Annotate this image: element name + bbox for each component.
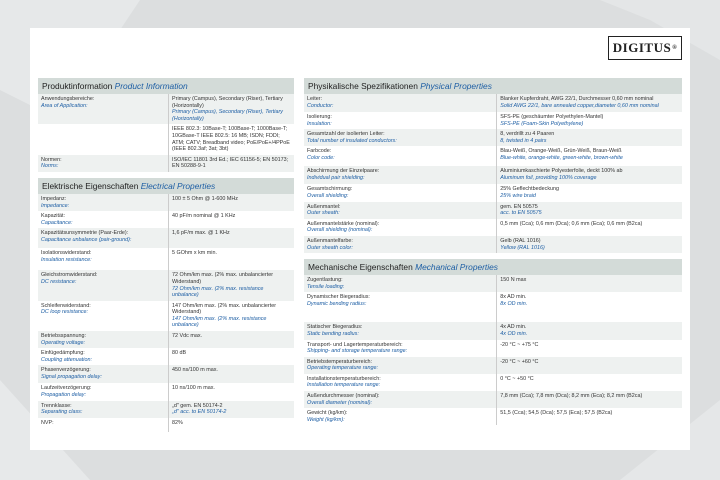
value-de: 80 dB (172, 350, 187, 357)
product-row (38, 94, 294, 124)
value-de: Gelb (RAL 1016) (500, 237, 541, 244)
label-de: Kapazitätsunsymmetrie (Paar-Erde): (41, 230, 129, 237)
label-de: Gesamtschirmung: (307, 186, 353, 193)
label-de: Trennklasse: (41, 402, 72, 409)
label-en: Overall shielding (nominal): (307, 227, 373, 234)
product-information-title: Produktinformation Product Information (38, 78, 294, 94)
electrical-properties-title: Elektrische Eigenschaften Electrical Properties (38, 178, 294, 194)
mechanical-properties-section (304, 259, 682, 425)
property-value (497, 340, 682, 357)
label-de: Leiter: (307, 96, 322, 102)
physical-row (304, 94, 682, 112)
property-value (497, 374, 682, 391)
value-en: Aluminum foil, providing 100% coverage (500, 174, 597, 181)
label-de: Impedanz: (41, 195, 67, 202)
value-de: Primary (Campus), Secondary (Riser), Tertiary (Horizontally) (172, 96, 283, 109)
mechanical-properties-title: Mechanische Eigenschaften Mechanical Properties (304, 259, 682, 275)
physical-row (304, 112, 682, 129)
label-de: Abschirmung der Einzelpaare: (307, 168, 380, 175)
value-en: SFS-PE (Foam-Skin Polyethylene) (500, 120, 584, 127)
physical-row (304, 219, 682, 236)
digitus-logo: DIGITUS ® (608, 36, 682, 60)
property-label (38, 211, 169, 228)
property-label (304, 275, 497, 292)
property-label (304, 357, 497, 374)
property-label (304, 166, 497, 184)
property-value (497, 94, 682, 112)
property-label (304, 408, 497, 425)
label-en: Capacitance: (41, 219, 73, 226)
property-value (169, 365, 294, 383)
physical-row (304, 146, 682, 166)
physical-properties-section (304, 78, 682, 253)
label-en: Coupling attenuation: (41, 356, 92, 363)
value-de: gem. EN 50575 (500, 203, 538, 210)
value-de: SFS-PE (geschäumter Polyethylen-Mantel) (500, 114, 604, 120)
label-en: Operating voltage: (41, 339, 86, 346)
product-table (38, 94, 294, 172)
electrical-table (38, 194, 294, 432)
label-de: Kapazität: (41, 213, 65, 220)
value-en: 72 Ohm/km max. (2% max. resistance unbalance) (172, 285, 264, 299)
property-label (304, 219, 497, 236)
value-en: Solid AWG 22/1, bare annealed copper,diameter 0,60 mm nominal (500, 102, 659, 109)
property-value (169, 94, 294, 124)
property-label (38, 124, 169, 154)
label-de: Zugentlastung: (307, 277, 343, 284)
value-de: 0 °C ~ +50 °C (500, 375, 534, 382)
mechanical-row (304, 322, 682, 339)
value-de: „d" gem. EN 50174-2 (172, 402, 223, 409)
label-en: Insulation resistance: (41, 256, 92, 263)
property-value (497, 129, 682, 146)
property-label (304, 112, 497, 129)
label-en: Signal propagation delay: (41, 374, 102, 381)
property-label (304, 236, 497, 253)
label-de: Phasenverzögerung: (41, 367, 91, 374)
label-en: Norms: (41, 163, 59, 170)
label-de: Gesamtzahl der isolierten Leiter: (307, 131, 385, 138)
label-de: Betriebstemperaturbereich: (307, 358, 373, 365)
mechanical-row (304, 275, 682, 292)
property-value (497, 112, 682, 129)
label-en: Color code: (307, 154, 335, 161)
property-label (304, 292, 497, 322)
label-en: Installation temperature range: (307, 382, 381, 389)
value-de: 82% (172, 419, 183, 426)
label-de: Statischer Biegeradius: (307, 324, 363, 331)
value-de: 450 ns/100 m max. (172, 367, 218, 374)
property-value (169, 331, 294, 348)
product-row (38, 155, 294, 172)
electrical-row (38, 365, 294, 383)
mechanical-row (304, 408, 682, 425)
physical-table (304, 94, 682, 253)
property-value (169, 401, 294, 418)
label-en: Outer sheath: (307, 210, 340, 217)
electrical-row (38, 348, 294, 365)
mechanical-row (304, 357, 682, 374)
electrical-row (38, 248, 294, 270)
label-de: NVP: (41, 419, 54, 426)
electrical-row (38, 228, 294, 248)
value-en: acc. to EN 50575 (500, 210, 542, 217)
electrical-row (38, 301, 294, 331)
value-de: 150 N max (500, 277, 527, 284)
label-en: Weight (kg/km): (307, 416, 345, 423)
label-en: Dynamic bending radius: (307, 300, 367, 307)
value-de: -20 °C ~ +60 °C (500, 358, 539, 365)
label-en: Impedance: (41, 202, 70, 209)
property-label (38, 270, 169, 300)
value-de: 7,8 mm (Cca); 7,8 mm (Dca); 8,2 mm (Eca); 8,2 mm (B2ca) (500, 393, 643, 400)
property-value (497, 236, 682, 253)
label-de: Außenmantelfarbe: (307, 237, 353, 244)
label-en: Insulation: (307, 120, 332, 127)
physical-row (304, 129, 682, 146)
property-value (169, 383, 294, 400)
label-en: Conductor: (307, 102, 334, 109)
value-de: ISO/IEC 11801 3rd Ed.; IEC 61156-5; EN 50173; EN 50288-9-1 (172, 156, 289, 170)
property-value (169, 155, 294, 172)
value-en: 147 Ohm/km max. (2% max. resistance unbalance) (172, 315, 267, 329)
label-de: Anwendungsbereiche: (41, 96, 95, 102)
property-value (169, 301, 294, 331)
label-de: Außenmantel: (307, 203, 341, 210)
label-de: Außenmantelstärke (nominal): (307, 220, 380, 227)
property-label (304, 374, 497, 391)
property-label (304, 340, 497, 357)
value-de: 10 ns/100 m max. (172, 385, 215, 392)
property-label (304, 322, 497, 339)
property-value (169, 348, 294, 365)
label-de: Gewicht (kg/km): (307, 410, 348, 417)
property-value (169, 228, 294, 248)
property-label (38, 194, 169, 211)
label-de: Einfügedämpfung: (41, 350, 85, 357)
value-de: 147 Ohm/km max. (2% max. unbalancierter Widerstand) (172, 302, 277, 316)
electrical-row (38, 211, 294, 228)
label-en: Static bending radius: (307, 330, 359, 337)
mechanical-row (304, 374, 682, 391)
electrical-row (38, 270, 294, 300)
property-label (38, 301, 169, 331)
property-value (497, 219, 682, 236)
value-de: -20 °C ~ +75 °C (500, 341, 539, 348)
label-en: Separating class: (41, 409, 83, 416)
property-label (304, 391, 497, 408)
value-de: 8, verdrillt zu 4 Paaren (500, 131, 555, 138)
label-en: Area of Application: (41, 102, 88, 109)
property-value (497, 184, 682, 201)
physical-row (304, 236, 682, 253)
value-de: 4x AD min. (500, 324, 527, 331)
property-label (38, 94, 169, 124)
property-label (304, 146, 497, 166)
property-label (304, 184, 497, 201)
label-de: Normen: (41, 156, 62, 163)
left-column (38, 78, 294, 438)
physical-row (304, 166, 682, 184)
value-de: 1,6 pF/m max. @ 1 KHz (172, 230, 230, 237)
label-en: DC resistance: (41, 278, 77, 285)
property-label (38, 383, 169, 400)
property-value (169, 194, 294, 211)
property-value (497, 292, 682, 322)
property-label (304, 129, 497, 146)
property-label (38, 365, 169, 383)
property-value (497, 357, 682, 374)
value-de: 25% Geflechtbedeckung (500, 186, 560, 193)
label-en: Operating temperature range: (307, 365, 379, 372)
physical-properties-title: Physikalische Spezifikationen Physical Properties (304, 78, 682, 94)
label-de: Farbcode: (307, 148, 332, 155)
value-en: Primary (Campus), Secondary (Riser), Tertiary (Horizontally) (172, 109, 283, 122)
property-value (497, 146, 682, 166)
value-de: IEEE 802.3: 10Base-T; 100Base-T; 1000Base-T; 10GBase-T IEEE 802.5: 16 MB; ISDN; FDDI; ATM; CATV; Breadband video; PoE/PoE+/4PPoE (IEEE 802.3af; 3at; 3bt) (172, 126, 290, 153)
product-row (38, 124, 294, 154)
label-de: Installationstemperaturbereich: (307, 375, 381, 382)
value-en: 8x OD min. (500, 300, 528, 307)
property-label (38, 331, 169, 348)
property-label (38, 401, 169, 418)
label-en: Overall shielding: (307, 192, 349, 199)
label-en: Capacitance unbalance (pair-ground): (41, 236, 132, 243)
value-en: Blue-white, orange-white, green-white, brown-white (500, 154, 623, 161)
property-value (169, 211, 294, 228)
property-label (38, 248, 169, 270)
label-en: Shipping- and storage temperature range: (307, 348, 408, 355)
value-en: Yellow (RAL 1016) (500, 244, 545, 251)
value-de: Blau-Weiß, Orange-Weiß, Grün-Weiß, Braun-Weiß (500, 148, 622, 155)
value-de: 51,5 (Cca); 54,5 (Dca); 57,5 (Eca); 57,5 (B2ca) (500, 410, 613, 417)
value-en: „d" acc. to EN 50174-2 (172, 409, 227, 416)
property-value (497, 166, 682, 184)
label-en: Overall diameter (nominal): (307, 399, 373, 406)
label-de: Dynamischer Biegeradius: (307, 294, 370, 301)
label-de: Schleifenwiderstand: (41, 302, 91, 309)
value-de: 100 ± 5 Ohm @ 1-600 MHz (172, 195, 239, 202)
electrical-row (38, 383, 294, 400)
label-en: Outer sheath color: (307, 244, 353, 251)
label-en: DC loop resistance: (41, 309, 89, 316)
label-de: Gleichstromwiderstand: (41, 272, 98, 279)
label-de: Betriebsspannung: (41, 333, 86, 340)
mechanical-row (304, 391, 682, 408)
property-value (169, 418, 294, 432)
property-value (169, 124, 294, 154)
property-value (169, 248, 294, 270)
electrical-row (38, 194, 294, 211)
mechanical-row (304, 292, 682, 322)
mechanical-row (304, 340, 682, 357)
label-en: Tensile loading: (307, 283, 345, 290)
property-label (304, 94, 497, 112)
property-value (169, 270, 294, 300)
label-de: Isolierung: (307, 114, 332, 120)
right-column (304, 78, 682, 431)
value-de: Blanker Kupferdraht, AWG 22/1, Durchmesser 0,60 mm nominal (500, 96, 654, 102)
physical-row (304, 202, 682, 219)
electrical-row (38, 401, 294, 418)
electrical-row (38, 418, 294, 432)
property-value (497, 275, 682, 292)
label-de: Laufzeitverzögerung: (41, 385, 92, 392)
physical-row (304, 184, 682, 201)
property-label (38, 228, 169, 248)
label-en: Propagation delay: (41, 392, 86, 399)
value-de: Aluminiumkaschierte Polyesterfolie, deckt 100% ab (500, 168, 623, 175)
value-de: 40 pF/m nominal @ 1 KHz (172, 213, 236, 220)
property-label (38, 348, 169, 365)
value-de: 72 Vdc max. (172, 333, 203, 340)
property-label (304, 202, 497, 219)
property-label (38, 155, 169, 172)
value-de: 0,5 mm (Cca); 0,6 mm (Dca); 0,6 mm (Eca); 0,6 mm (B2ca) (500, 220, 643, 227)
electrical-properties-section (38, 178, 294, 432)
value-de: 72 Ohm/km max. (2% max. unbalancierter Widerstand) (172, 272, 274, 285)
label-en: Total number of insulated conductors: (307, 137, 397, 144)
mechanical-table (304, 275, 682, 425)
property-value (497, 391, 682, 408)
electrical-row (38, 331, 294, 348)
product-information-section (38, 78, 294, 172)
value-en: 4x OD min. (500, 330, 528, 337)
value-en: 8, twisted in 4 pairs (500, 137, 547, 144)
property-value (497, 322, 682, 339)
label-de: Transport- und Lagertemperaturbereich: (307, 341, 403, 348)
datasheet-page (30, 28, 690, 450)
label-de: Außendurchmesser (nominal): (307, 393, 380, 400)
value-en: 25% wire braid (500, 192, 536, 199)
label-en: Individual pair shielding: (307, 174, 365, 181)
property-value (497, 408, 682, 425)
value-de: 5 GOhm x km min. (172, 250, 217, 257)
property-label (38, 418, 169, 432)
property-value (497, 202, 682, 219)
label-de: Isolationswiderstand: (41, 250, 92, 257)
value-de: 8x AD min. (500, 294, 527, 301)
